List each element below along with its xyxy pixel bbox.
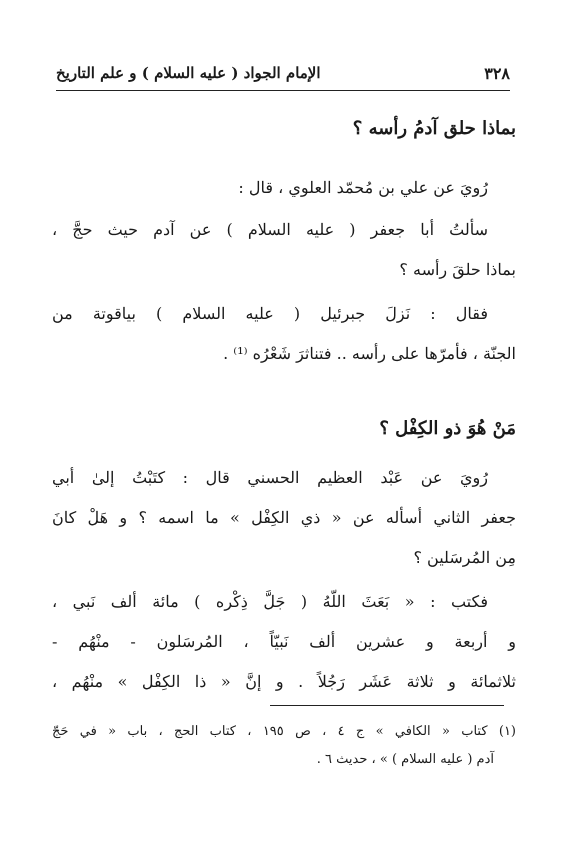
section-2-heading-block [52,418,516,439]
paragraph-line: فكتب : « بَعَثَ اللّهُ ( جَلَّ ذِكْره ) مائة ألف نَبي ، [52,592,488,611]
footnote-line: آدم ( عليه السلام ) » ، حديث ٦ . [316,752,494,767]
footnote-divider [270,705,504,706]
paragraph-line: سألتُ أبا جعفر ( عليه السلام ) عن آدم حيث حجَّ ، [52,220,488,239]
page-number: ٣٢٨ [484,64,510,83]
section-1-paragraph-3 [52,294,516,374]
paragraph-line: جعفر الثاني أسأله عن « ذي الكِفْل » ما اسمه ؟ و هَلْ كانَ [52,508,516,527]
paragraph-line: رُويَ عن علي بن مُحمّد العلوي ، قال : [238,178,488,197]
running-header [56,62,510,91]
paragraph-line: و أربعة و عشرين ألف نَبيّاً ، المُرسَلون - منْهُم - [52,632,516,651]
section-2-paragraph-1 [52,458,516,578]
section-1-paragraph-1 [52,168,516,208]
section-heading: بماذا حلق آدمُ رأسه ؟ [352,118,516,139]
paragraph-line: بماذا حلقَ رأسه ؟ [399,260,516,279]
running-title: الإمام الجواد ( عليه السلام ) و علم التاريخ [56,64,321,82]
paragraph-line: رُويَ عن عَبْد العظيم الحسني قال : كتَبْتُ إلىٰ أبي [52,468,488,487]
paragraph-line: مِن المُرسَلين ؟ [413,548,516,567]
section-heading: مَنْ هُوَ ذو الكِفْل ؟ [379,418,516,439]
footnote-line: (١) كتاب « الكافي » ج ٤ ، ص ١٩٥ ، كتاب الحج ، باب « في حَجّ [52,724,516,739]
paragraph-line: الجنّة ، فأمرّها على رأسه .. فتناثرَ شَعْرُه ⁽¹⁾ . [223,344,516,363]
section-1-heading-block [52,118,516,139]
paragraph-line: فقال : نَزلَ جبرئيل ( عليه السلام ) بياقوتة من [52,304,488,323]
paragraph-line: ثلاثمائة و ثلاثة عَشَر رَجُلاً . و إنَّ « ذا الكِفْل » منْهُم ، [52,672,517,691]
footnote [52,718,516,774]
section-2-paragraph-2 [52,582,516,702]
section-1-paragraph-2 [52,210,516,290]
